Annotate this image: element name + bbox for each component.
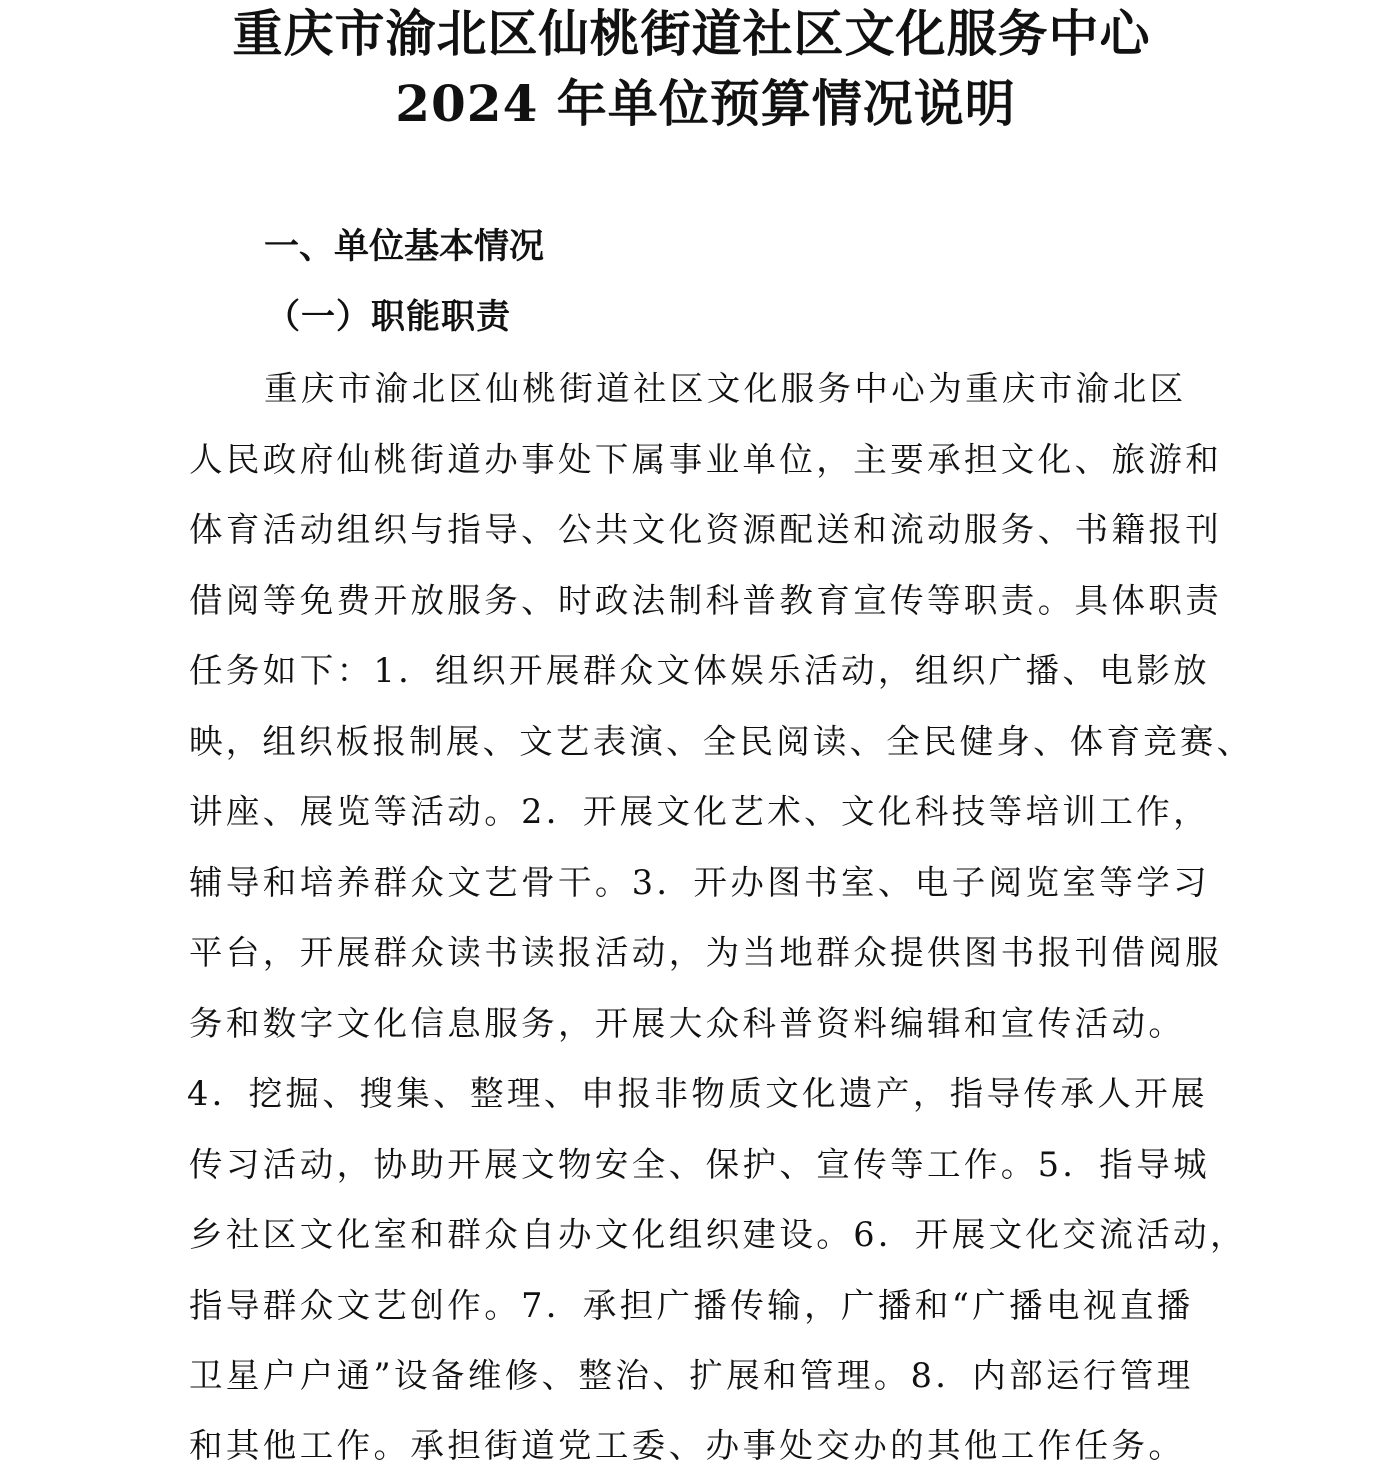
body-line: 体育活动组织与指导、公共文化资源配送和流动服务、书籍报刊 <box>189 510 1223 549</box>
document-title-line-2: 2024 年单位预算情况说明 <box>395 74 1016 133</box>
body-line: 务和数字文化信息服务，开展大众科普资料编辑和宣传活动。 <box>189 1004 1186 1043</box>
body-line: 指导群众文艺创作。7．承担广播传输，广播和“广播电视直播 <box>189 1286 1194 1325</box>
subsection-heading-functions: （一）职能职责 <box>266 297 511 337</box>
document-title-line-1: 重庆市渝北区仙桃街道社区文化服务中心 <box>232 4 1151 63</box>
body-line: 4．挖掘、搜集、整理、申报非物质文化遗产，指导传承人开展 <box>187 1074 1209 1113</box>
body-line: 映，组织板报制展、文艺表演、全民阅读、全民健身、体育竞赛、 <box>189 722 1254 761</box>
body-line: 任务如下：1．组织开展群众文体娱乐活动，组织广播、电影放 <box>189 651 1211 690</box>
body-line: 乡社区文化室和群众自办文化组织建设。6．开展文化交流活动， <box>189 1215 1247 1254</box>
body-line: 辅导和培养群众文艺骨干。3．开办图书室、电子阅览室等学习 <box>189 863 1211 902</box>
section-heading-basic-info: 一、单位基本情况 <box>264 227 545 267</box>
body-line: 重庆市渝北区仙桃街道社区文化服务中心为重庆市渝北区 <box>264 369 1187 408</box>
body-line: 借阅等免费开放服务、时政法制科普教育宣传等职责。具体职责 <box>189 581 1223 620</box>
body-line: 和其他工作。承担街道党工委、办事处交办的其他工作任务。 <box>189 1426 1186 1465</box>
body-line: 传习活动，协助开展文物安全、保护、宣传等工作。5．指导城 <box>189 1145 1211 1184</box>
body-line: 平台，开展群众读书读报活动，为当地群众提供图书报刊借阅服 <box>189 933 1223 972</box>
body-line: 人民政府仙桃街道办事处下属事业单位，主要承担文化、旅游和 <box>189 440 1223 479</box>
body-line: 卫星户户通”设备维修、整治、扩展和管理。8．内部运行管理 <box>189 1356 1194 1395</box>
body-line: 讲座、展览等活动。2．开展文化艺术、文化科技等培训工作， <box>189 792 1211 831</box>
